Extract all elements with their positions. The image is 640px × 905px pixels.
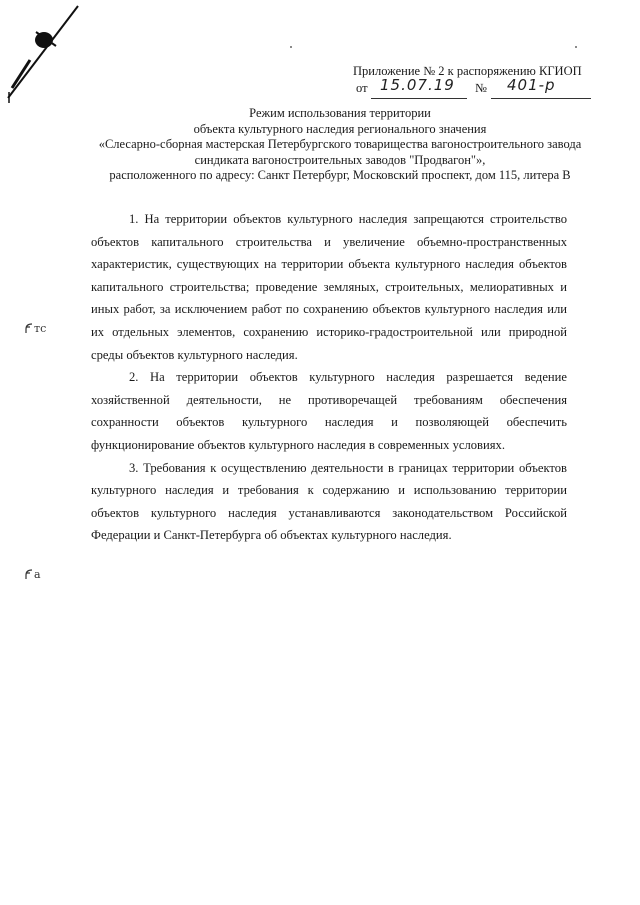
document-body [91,208,567,547]
paragraph-2: 2. На территории объектов культурного наследия разрешается ведение хозяйственной деятельности, не противоречащей требованиям обеспечения сохранности объектов культурного наследия и позволяющей обеспечить функционирование объектов культурного наследия в современных условиях. [91,370,567,452]
title-line: расположенного по адресу: Санкт Петербург, Московский проспект, дом 115, литера В [109,168,571,182]
margin-mark [24,568,41,581]
annex-title: Приложение № 2 к распоряжению КГИОП [353,64,582,78]
document-title [60,106,620,184]
margin-hook-icon [24,322,34,334]
title-line: Режим использования территории [249,106,431,120]
scan-speck [575,46,577,48]
margin-hook-icon [24,568,34,580]
annex-date-number-line [353,76,598,102]
scan-speck [290,46,292,48]
title-line: объекта культурного наследия регионального значения [193,121,487,136]
number-underline [491,98,591,99]
date-prefix: от [356,81,368,95]
date-underline [371,98,467,99]
paragraph-1: 1. На территории объектов культурного наследия запрещаются строительство объектов капитального строительства и увеличение объемно-пространственных характеристик, существующих на территории объекта культурного наследия объектов капитального строительства; проведение земляных, строительных, мелиоративных и иных работ, за исключением работ по сохранению объектов культурного наследия или их отдельных элементов, сохранению историко-градостроительной или природной среды объектов культурного наследия. [91,212,567,362]
margin-mark-text: а [34,568,41,581]
margin-mark-text: тс [34,322,47,335]
title-line: «Слесарно-сборная мастерская Петербургского товарищества вагоностроительного завода [98,137,582,151]
date-handwritten: 15.07.19 [380,76,455,94]
staple-mark-icon [0,0,90,110]
number-prefix: № [475,81,487,95]
paragraph-3: 3. Требования к осуществлению деятельности в границах территории объектов культурного наследия и требования к содержанию и использованию территории объектов культурного наследия устанавливаются законодательством Российской Федерации и Санкт-Петербурга об объектах культурного наследия. [91,460,567,543]
margin-mark [24,322,46,335]
annex-header [353,63,598,102]
number-handwritten: 401-р [507,76,556,94]
title-line: синдиката вагоностроительных заводов "Продвагон"», [194,152,486,167]
